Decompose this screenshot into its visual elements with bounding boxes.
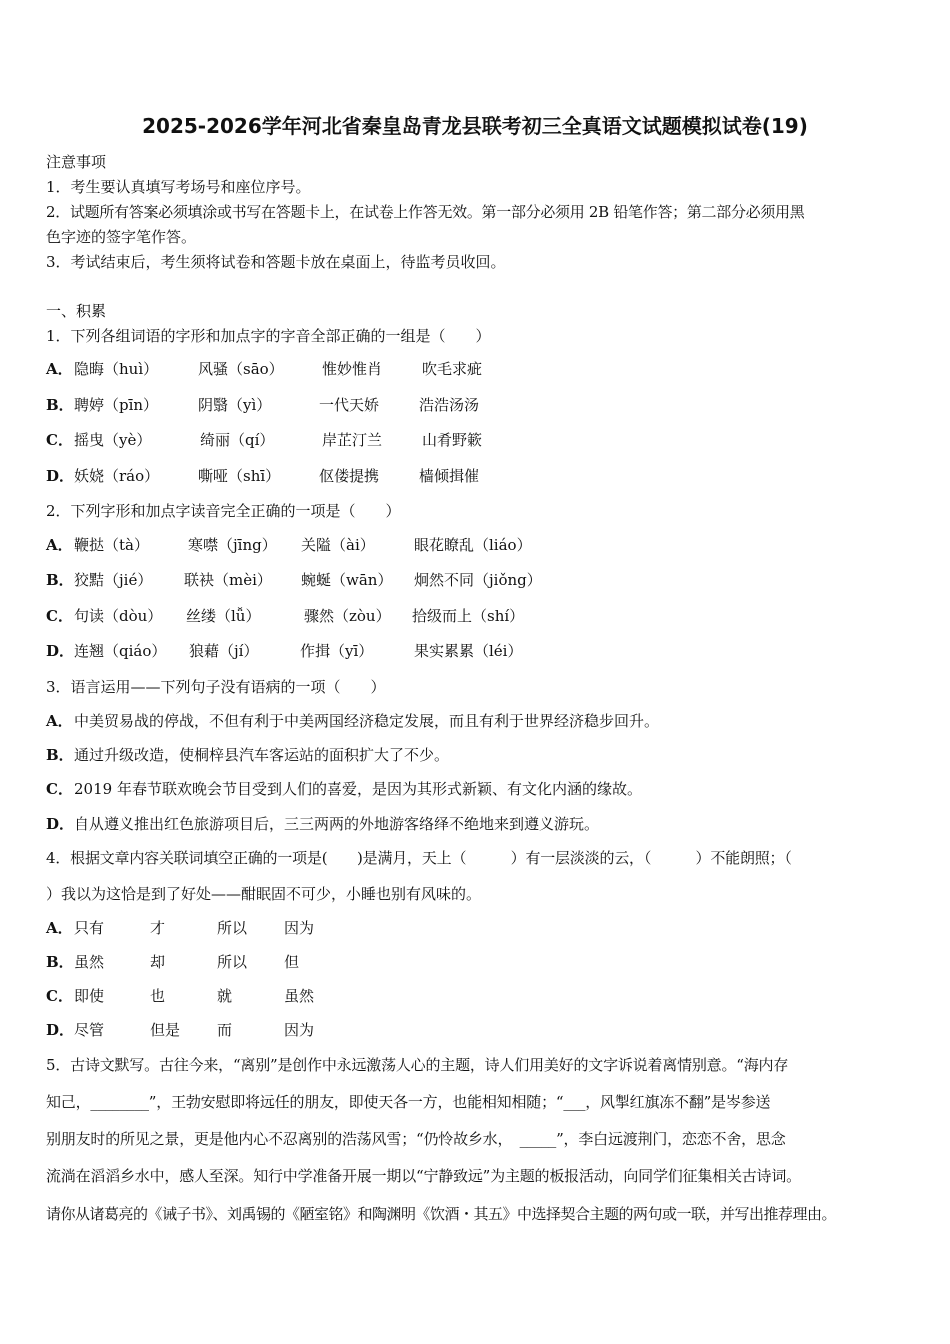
option-label: B． [46,571,74,589]
option-item: 聘婷（pīn） [74,396,159,414]
option-label: B． [46,953,74,971]
option-item: 因为 [284,919,315,937]
option-item: 风骚（sāo） [198,360,284,378]
question-5-line-1: 5．古诗文默写。古往今来，“离别”是创作中永远激荡人心的主题，诗人们用美好的文字诉说着离情别意。“海内存 [46,1056,789,1074]
question-1-option-d[interactable] [46,466,480,486]
question-5-line-5: 请你从诸葛亮的《诫子书》、刘禹锡的《陋室铭》和陶渊明《饮酒・其五》中选择契合主题的两句或一联，并写出推荐理由。 [46,1205,837,1223]
option-label: C． [46,780,73,798]
option-item: 丝缕（lǚ） [186,607,261,625]
option-text: 自从遵义推出红色旅游项目后，三三两两的外地游客络绎不绝地来到遵义游玩。 [74,815,600,833]
question-4-option-a[interactable] [46,918,315,938]
option-item: 山肴野簌 [422,431,483,449]
question-4-option-c[interactable] [46,986,315,1006]
option-item: 嘶哑（shī） [198,467,281,485]
question-1-option-c[interactable] [46,430,483,450]
question-1-option-a[interactable] [46,359,483,379]
option-label: C． [46,987,73,1005]
option-item: 只有 [74,919,105,937]
question-4-stem: 4．根据文章内容关联词填空正确的一项是( )是满月，天上（ ）有一层淡淡的云，（ ）不能朗照；（ [46,849,792,867]
option-item: 妖娆（ráo） [74,467,160,485]
option-item: 绮丽（qí） [200,431,275,449]
option-item: 一代天娇 [319,396,380,414]
notice-item-1: 1．考生要认真填写考场号和座位序号。 [46,178,311,196]
question-2-option-a[interactable] [46,535,532,555]
question-4-option-b[interactable] [46,952,300,972]
option-text: 中美贸易战的停战，不但有利于中美两国经济稳定发展，而且有利于世界经济稳步回升。 [74,712,660,730]
question-2-stem: 2．下列字形和加点字读音完全正确的一项是（ ） [46,502,401,520]
option-item: 拾级而上（shí） [412,607,525,625]
option-item: 也 [150,987,166,1005]
option-item: 吹毛求疵 [422,360,483,378]
option-item: 浩浩汤汤 [419,396,480,414]
option-item: 而 [217,1021,233,1039]
question-5-line-3: 别朋友时的所见之景，更是他内心不忍离别的浩荡风雪；“仍怜故乡水， _____”，李白远渡荆门，恋恋不舍，思念 [46,1130,786,1148]
option-item: 阴翳（yì） [198,396,272,414]
section-heading: 一、积累 [46,302,107,320]
option-item: 才 [150,919,166,937]
question-2-option-d[interactable] [46,641,523,661]
option-item: 隐晦（huì） [74,360,159,378]
question-3-stem: 3．语言运用——下列句子没有语病的一项（ ） [46,678,386,696]
option-item: 却 [150,953,166,971]
question-2-option-b[interactable] [46,570,542,590]
option-item: 樯倾揖催 [419,467,480,485]
option-item: 但 [284,953,300,971]
option-item: 眼花瞭乱（liáo） [414,536,532,554]
notice-item-2: 2．试题所有答案必须填涂或书写在答题卡上，在试卷上作答无效。第一部分必须用 2B 铅笔作答；第二部分必须用黑 [46,203,805,221]
option-label: A． [46,360,73,378]
option-item: 寒噤（jīng） [188,536,277,554]
option-item: 即使 [74,987,105,1005]
option-label: C． [46,431,73,449]
option-label: A． [46,536,73,554]
question-3-option-c[interactable] [46,779,642,799]
option-item: 炯然不同（jiǒng） [414,571,542,589]
option-item: 狡黠（jié） [74,571,153,589]
option-label: A． [46,919,73,937]
question-5-line-2: 知己，________”，王勃安慰即将远任的朋友，即使天各一方，也能相知相随；“___，风掣红旗冻不翻”是岑参送 [46,1093,771,1111]
option-item: 就 [217,987,233,1005]
option-label: D． [46,467,75,485]
option-item: 虽然 [284,987,315,1005]
question-5-line-4: 流淌在滔滔乡水中，感人至深。知行中学准备开展一期以“宁静致远”为主题的板报活动，向同学们征集相关古诗词。 [46,1167,801,1185]
option-item: 果实累累（léi） [414,642,523,660]
option-item: 所以 [217,953,248,971]
option-item: 句读（dòu） [74,607,163,625]
option-item: 蜿蜒（wān） [301,571,393,589]
question-3-option-d[interactable] [46,814,599,834]
option-item: 摇曳（yè） [74,431,152,449]
option-item: 作揖（yī） [300,642,374,660]
option-label: D． [46,815,75,833]
option-item: 关隘（ài） [301,536,375,554]
option-item: 因为 [284,1021,315,1039]
option-item: 连翘（qiáo） [74,642,167,660]
option-text: 通过升级改造，使桐梓县汽车客运站的面积扩大了不少。 [74,746,450,764]
question-1-stem: 1．下列各组词语的字形和加点字的字音全部正确的一组是（ ） [46,327,491,345]
question-2-option-c[interactable] [46,606,525,626]
question-4-stem-cont: ）我以为这恰是到了好处——酣眠固不可少，小睡也别有风味的。 [46,885,482,903]
option-item: 伛偻提携 [319,467,380,485]
option-text: 2019 年春节联欢晚会节目受到人们的喜爱，是因为其形式新颖、有文化内涵的缘故。 [74,780,642,798]
notice-item-3: 3．考试结束后，考生须将试卷和答题卡放在桌面上，待监考员收回。 [46,253,506,271]
page-title: 2025-2026学年河北省秦皇岛青龙县联考初三全真语文试题模拟试卷(19) [142,114,808,138]
option-label: C． [46,607,73,625]
option-label: B． [46,396,74,414]
question-4-option-d[interactable] [46,1020,315,1040]
question-3-option-a[interactable] [46,711,659,731]
option-label: A． [46,712,73,730]
option-item: 狼藉（jí） [189,642,259,660]
question-1-option-b[interactable] [46,395,480,415]
option-item: 所以 [217,919,248,937]
option-item: 骤然（zòu） [304,607,391,625]
option-label: D． [46,1021,75,1039]
option-label: B． [46,746,74,764]
notice-item-2-cont: 色字迹的签字笔作答。 [46,228,197,246]
option-item: 惟妙惟肖 [322,360,383,378]
notice-heading: 注意事项 [46,153,107,171]
option-item: 虽然 [74,953,105,971]
option-item: 尽管 [74,1021,105,1039]
option-item: 但是 [150,1021,181,1039]
option-item: 岸芷汀兰 [322,431,383,449]
option-item: 联袂（mèi） [184,571,272,589]
option-label: D． [46,642,75,660]
option-item: 鞭挞（tà） [74,536,149,554]
question-3-option-b[interactable] [46,745,449,765]
